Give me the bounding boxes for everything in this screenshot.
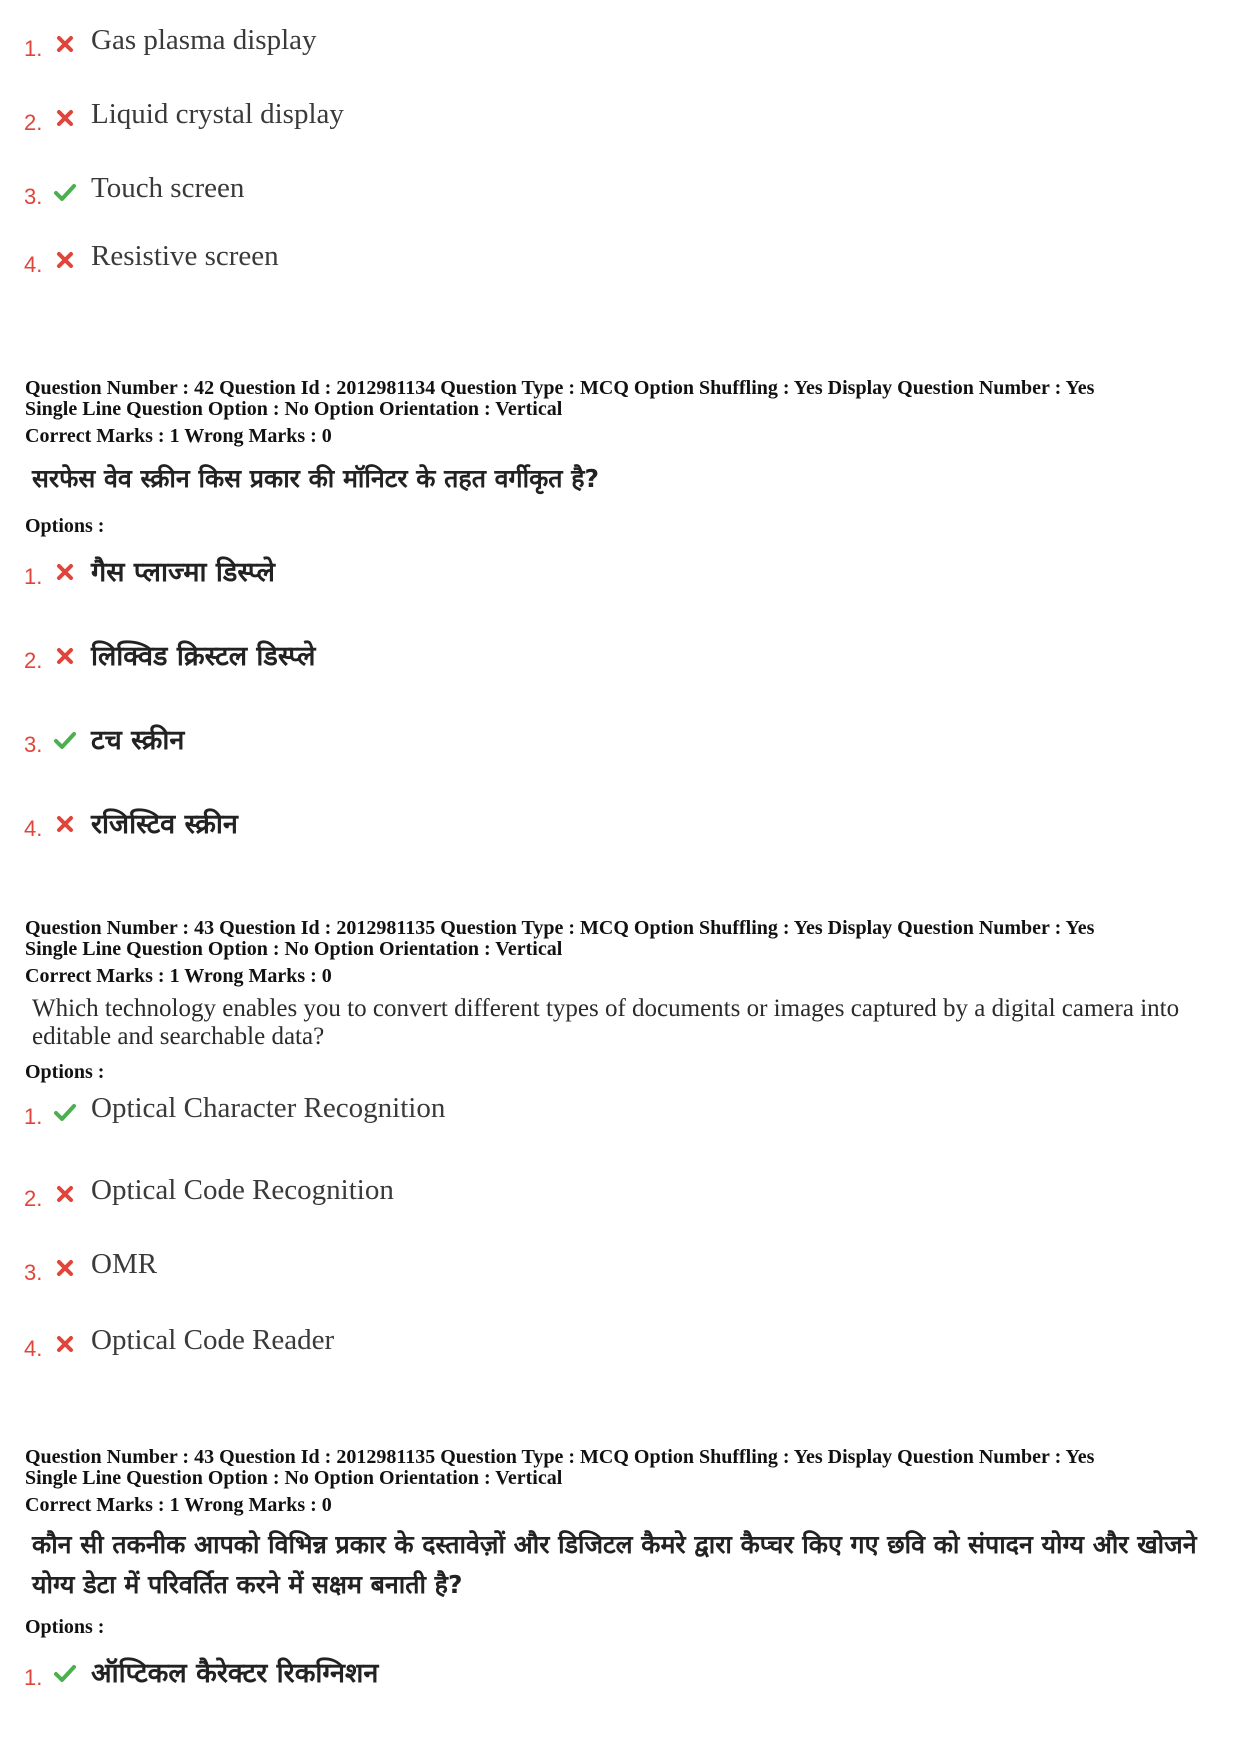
option-row (24, 1653, 1124, 1693)
marks-info: Correct Marks : 1 Wrong Marks : 0 (25, 1494, 332, 1516)
checkmark-icon (53, 1100, 77, 1124)
cross-icon (53, 106, 77, 130)
option-text: Optical Code Reader (91, 1324, 335, 1356)
option-number: 4. (24, 1336, 43, 1361)
option-row (24, 24, 1124, 64)
option-row (24, 1174, 1124, 1214)
option-row (24, 240, 1124, 280)
cross-icon (53, 32, 77, 56)
option-number: 3. (24, 184, 43, 209)
option-number: 2. (24, 1186, 43, 1211)
option-row (24, 720, 1124, 760)
option-text: Gas plasma display (91, 24, 317, 56)
option-number: 4. (24, 252, 43, 277)
option-number: 3. (24, 732, 43, 757)
option-row (24, 172, 1124, 212)
checkmark-icon (53, 180, 77, 204)
option-number: 4. (24, 816, 43, 841)
options-label: Options : (25, 515, 105, 537)
checkmark-icon (53, 728, 77, 752)
cross-icon (53, 248, 77, 272)
option-row (24, 804, 1124, 844)
option-number: 2. (24, 110, 43, 135)
option-text: ऑप्टिकल कैरेक्टर रिकग्निशन (91, 1658, 379, 1689)
option-text: Liquid crystal display (91, 98, 344, 130)
question-meta-line: Question Number : 42 Question Id : 2012981134 Question Type : MCQ Option Shuffling : Yes Display Question Number : Yes (25, 377, 1095, 399)
option-row (24, 1092, 1124, 1132)
question-meta-line: Single Line Question Option : No Option Orientation : Vertical (25, 1467, 563, 1489)
option-number: 1. (24, 36, 43, 61)
option-number: 3. (24, 1260, 43, 1285)
question-meta (25, 1447, 1225, 1489)
marks-info: Correct Marks : 1 Wrong Marks : 0 (25, 965, 332, 987)
option-row (24, 1248, 1124, 1288)
cross-icon (53, 812, 77, 836)
option-text: Optical Character Recognition (91, 1092, 446, 1124)
options-label: Options : (25, 1616, 105, 1638)
cross-icon (53, 1256, 77, 1280)
option-text: रजिस्टिव स्क्रीन (91, 809, 238, 840)
cross-icon (53, 1332, 77, 1356)
option-row (24, 552, 1124, 592)
option-row (24, 1324, 1124, 1364)
question-meta (25, 378, 1225, 420)
options-label: Options : (25, 1061, 105, 1083)
option-row (24, 98, 1124, 138)
option-text: Optical Code Recognition (91, 1174, 394, 1206)
option-number: 1. (24, 564, 43, 589)
question-text: कौन सी तकनीक आपको विभिन्न प्रकार के दस्तावेज़ों और डिजिटल कैमरे द्वारा कैप्चर किए गए छवि को संपादन योग्य और खोजने योग्य डेटा में परिवर्तित करने में सक्षम बनाती है? (32, 1530, 1197, 1599)
option-text: OMR (91, 1248, 158, 1280)
checkmark-icon (53, 1661, 77, 1685)
option-number: 1. (24, 1104, 43, 1129)
cross-icon (53, 560, 77, 584)
option-number: 2. (24, 648, 43, 673)
option-text: गैस प्लाज्मा डिस्प्ले (91, 557, 275, 588)
cross-icon (53, 644, 77, 668)
option-text: लिक्विड क्रिस्टल डिस्प्ले (91, 641, 316, 672)
question-meta-line: Question Number : 43 Question Id : 2012981135 Question Type : MCQ Option Shuffling : Yes Display Question Number : Yes (25, 1446, 1095, 1468)
option-text: Touch screen (91, 172, 245, 204)
question-meta-line: Question Number : 43 Question Id : 2012981135 Question Type : MCQ Option Shuffling : Yes Display Question Number : Yes (25, 917, 1095, 939)
question-meta-line: Single Line Question Option : No Option Orientation : Vertical (25, 398, 563, 420)
option-text: Resistive screen (91, 240, 279, 272)
option-number: 1. (24, 1665, 43, 1690)
option-row (24, 636, 1124, 676)
cross-icon (53, 1182, 77, 1206)
marks-info: Correct Marks : 1 Wrong Marks : 0 (25, 425, 332, 447)
question-meta (25, 918, 1225, 960)
question-meta-line: Single Line Question Option : No Option Orientation : Vertical (25, 938, 563, 960)
question-text: Which technology enables you to convert different types of documents or images captured by a digital camera into editable and searchable data? (32, 995, 1180, 1050)
question-text: सरफेस वेव स्क्रीन किस प्रकार की मॉनिटर के तहत वर्गीकृत है? (32, 464, 600, 493)
option-text: टच स्क्रीन (91, 725, 185, 756)
